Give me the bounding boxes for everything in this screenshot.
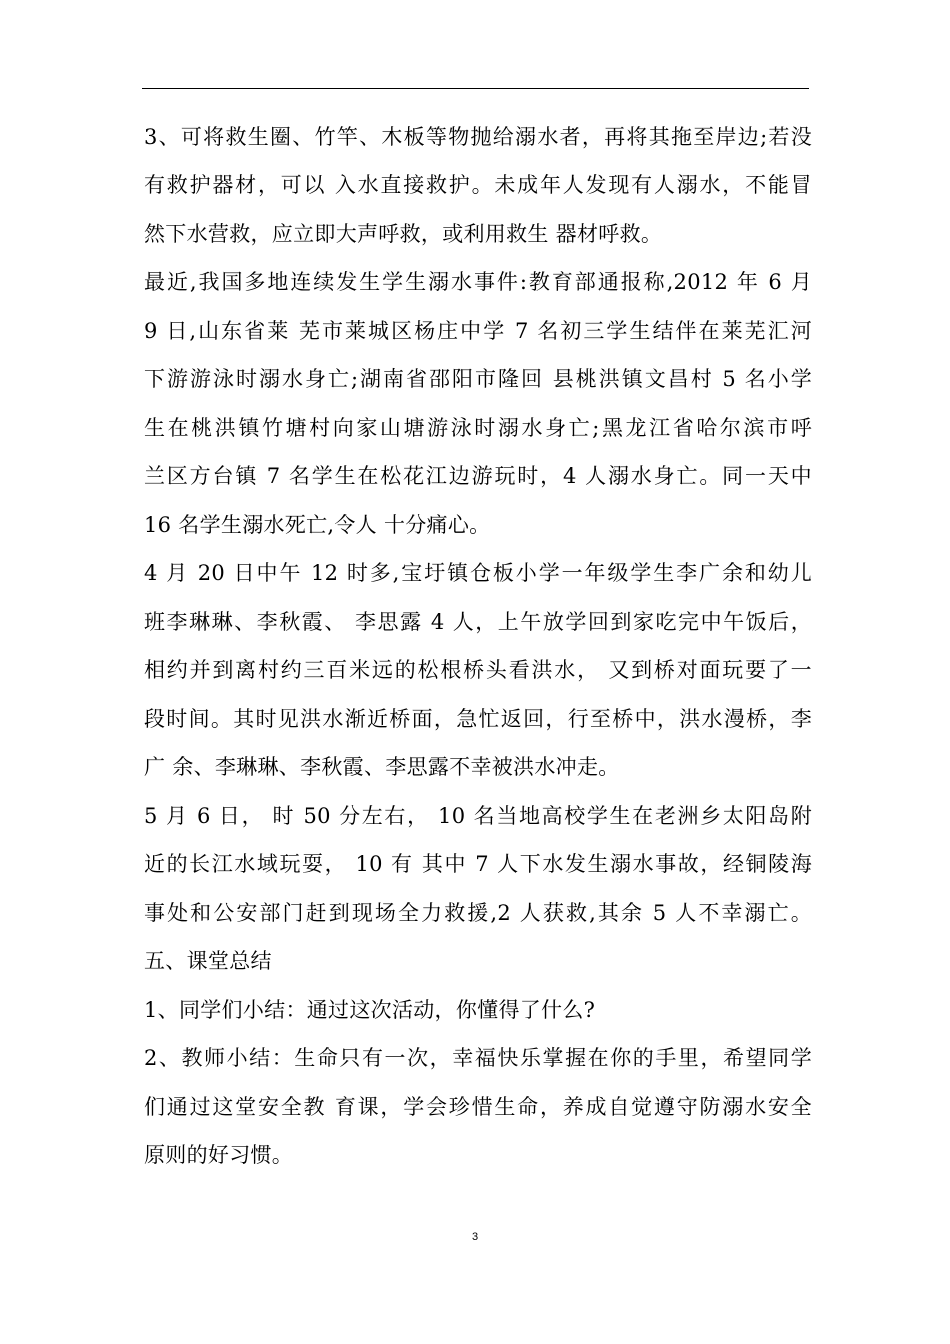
text-line: 有救护器材，可以 入水直接救护。未成年人发现有人溺水，不能冒 [144, 173, 812, 197]
text-line: 原则的好习惯。 [144, 1143, 294, 1167]
text-line: 3、可将救生圈、竹竿、木板等物抛给溺水者，再将其拖至岸边;若没 [144, 125, 812, 149]
text-line: 事处和公安部门赶到现场全力救援,2 人获救,其余 5 人不幸溺亡。 [144, 901, 812, 925]
text-line: 然下水营救，应立即大声呼救，或利用救生 器材呼救。 [144, 222, 663, 246]
text-line: 们通过这堂安全教 育课，学会珍惜生命，养成自觉遵守防溺水安全 [144, 1095, 812, 1119]
text-line: 段时间。其时见洪水渐近桥面，急忙返回，行至桥中，洪水漫桥，李 [144, 707, 812, 731]
text-line: 16 名学生溺水死亡,令人 十分痛心。 [144, 513, 491, 537]
text-line: 最近,我国多地连续发生学生溺水事件:教育部通报称,2012 年 6 月 [144, 270, 812, 294]
text-line: 班李琳琳、李秋霞、 李思露 4 人，上午放学回到家吃完中午饭后， [144, 610, 812, 634]
text-line: 生在桃洪镇竹塘村向家山塘游泳时溺水身亡;黑龙江省哈尔滨市呼 [144, 416, 812, 440]
text-line: 相约并到离村约三百米远的松根桥头看洪水， 又到桥对面玩要了一 [144, 658, 812, 682]
text-line: 兰区方台镇 7 名学生在松花江边游玩时，4 人溺水身亡。同一天中 [144, 464, 812, 488]
text-line: 9 日,山东省莱 芜市莱城区杨庄中学 7 名初三学生结伴在莱芜汇河 [144, 319, 812, 343]
text-line: 近的长江水域玩耍， 10 有 其中 7 人下水发生溺水事故，经铜陵海 [144, 852, 812, 876]
text-line: 下游游泳时溺水身亡;湖南省邵阳市隆回 县桃洪镇文昌村 5 名小学 [144, 367, 812, 391]
page-number: 3 [471, 1231, 479, 1243]
text-line: 2、教师小结：生命只有一次，幸福快乐掌握在你的手里，希望同学 [144, 1046, 812, 1070]
text-line: 1、同学们小结：通过这次活动，你懂得了什么? [144, 998, 596, 1022]
text-line: 5 月 6 日， 时 50 分左右， 10 名当地高校学生在老洲乡太阳岛附 [144, 804, 812, 828]
header-rule [142, 88, 809, 89]
section-heading: 五、课堂总结 [144, 949, 272, 973]
text-line: 广 余、李琳琳、李秋霞、李思露不幸被洪水冲走。 [144, 755, 620, 779]
text-line: 4 月 20 日中午 12 时多,宝圩镇仓板小学一年级学生李广余和幼儿 [144, 561, 812, 585]
